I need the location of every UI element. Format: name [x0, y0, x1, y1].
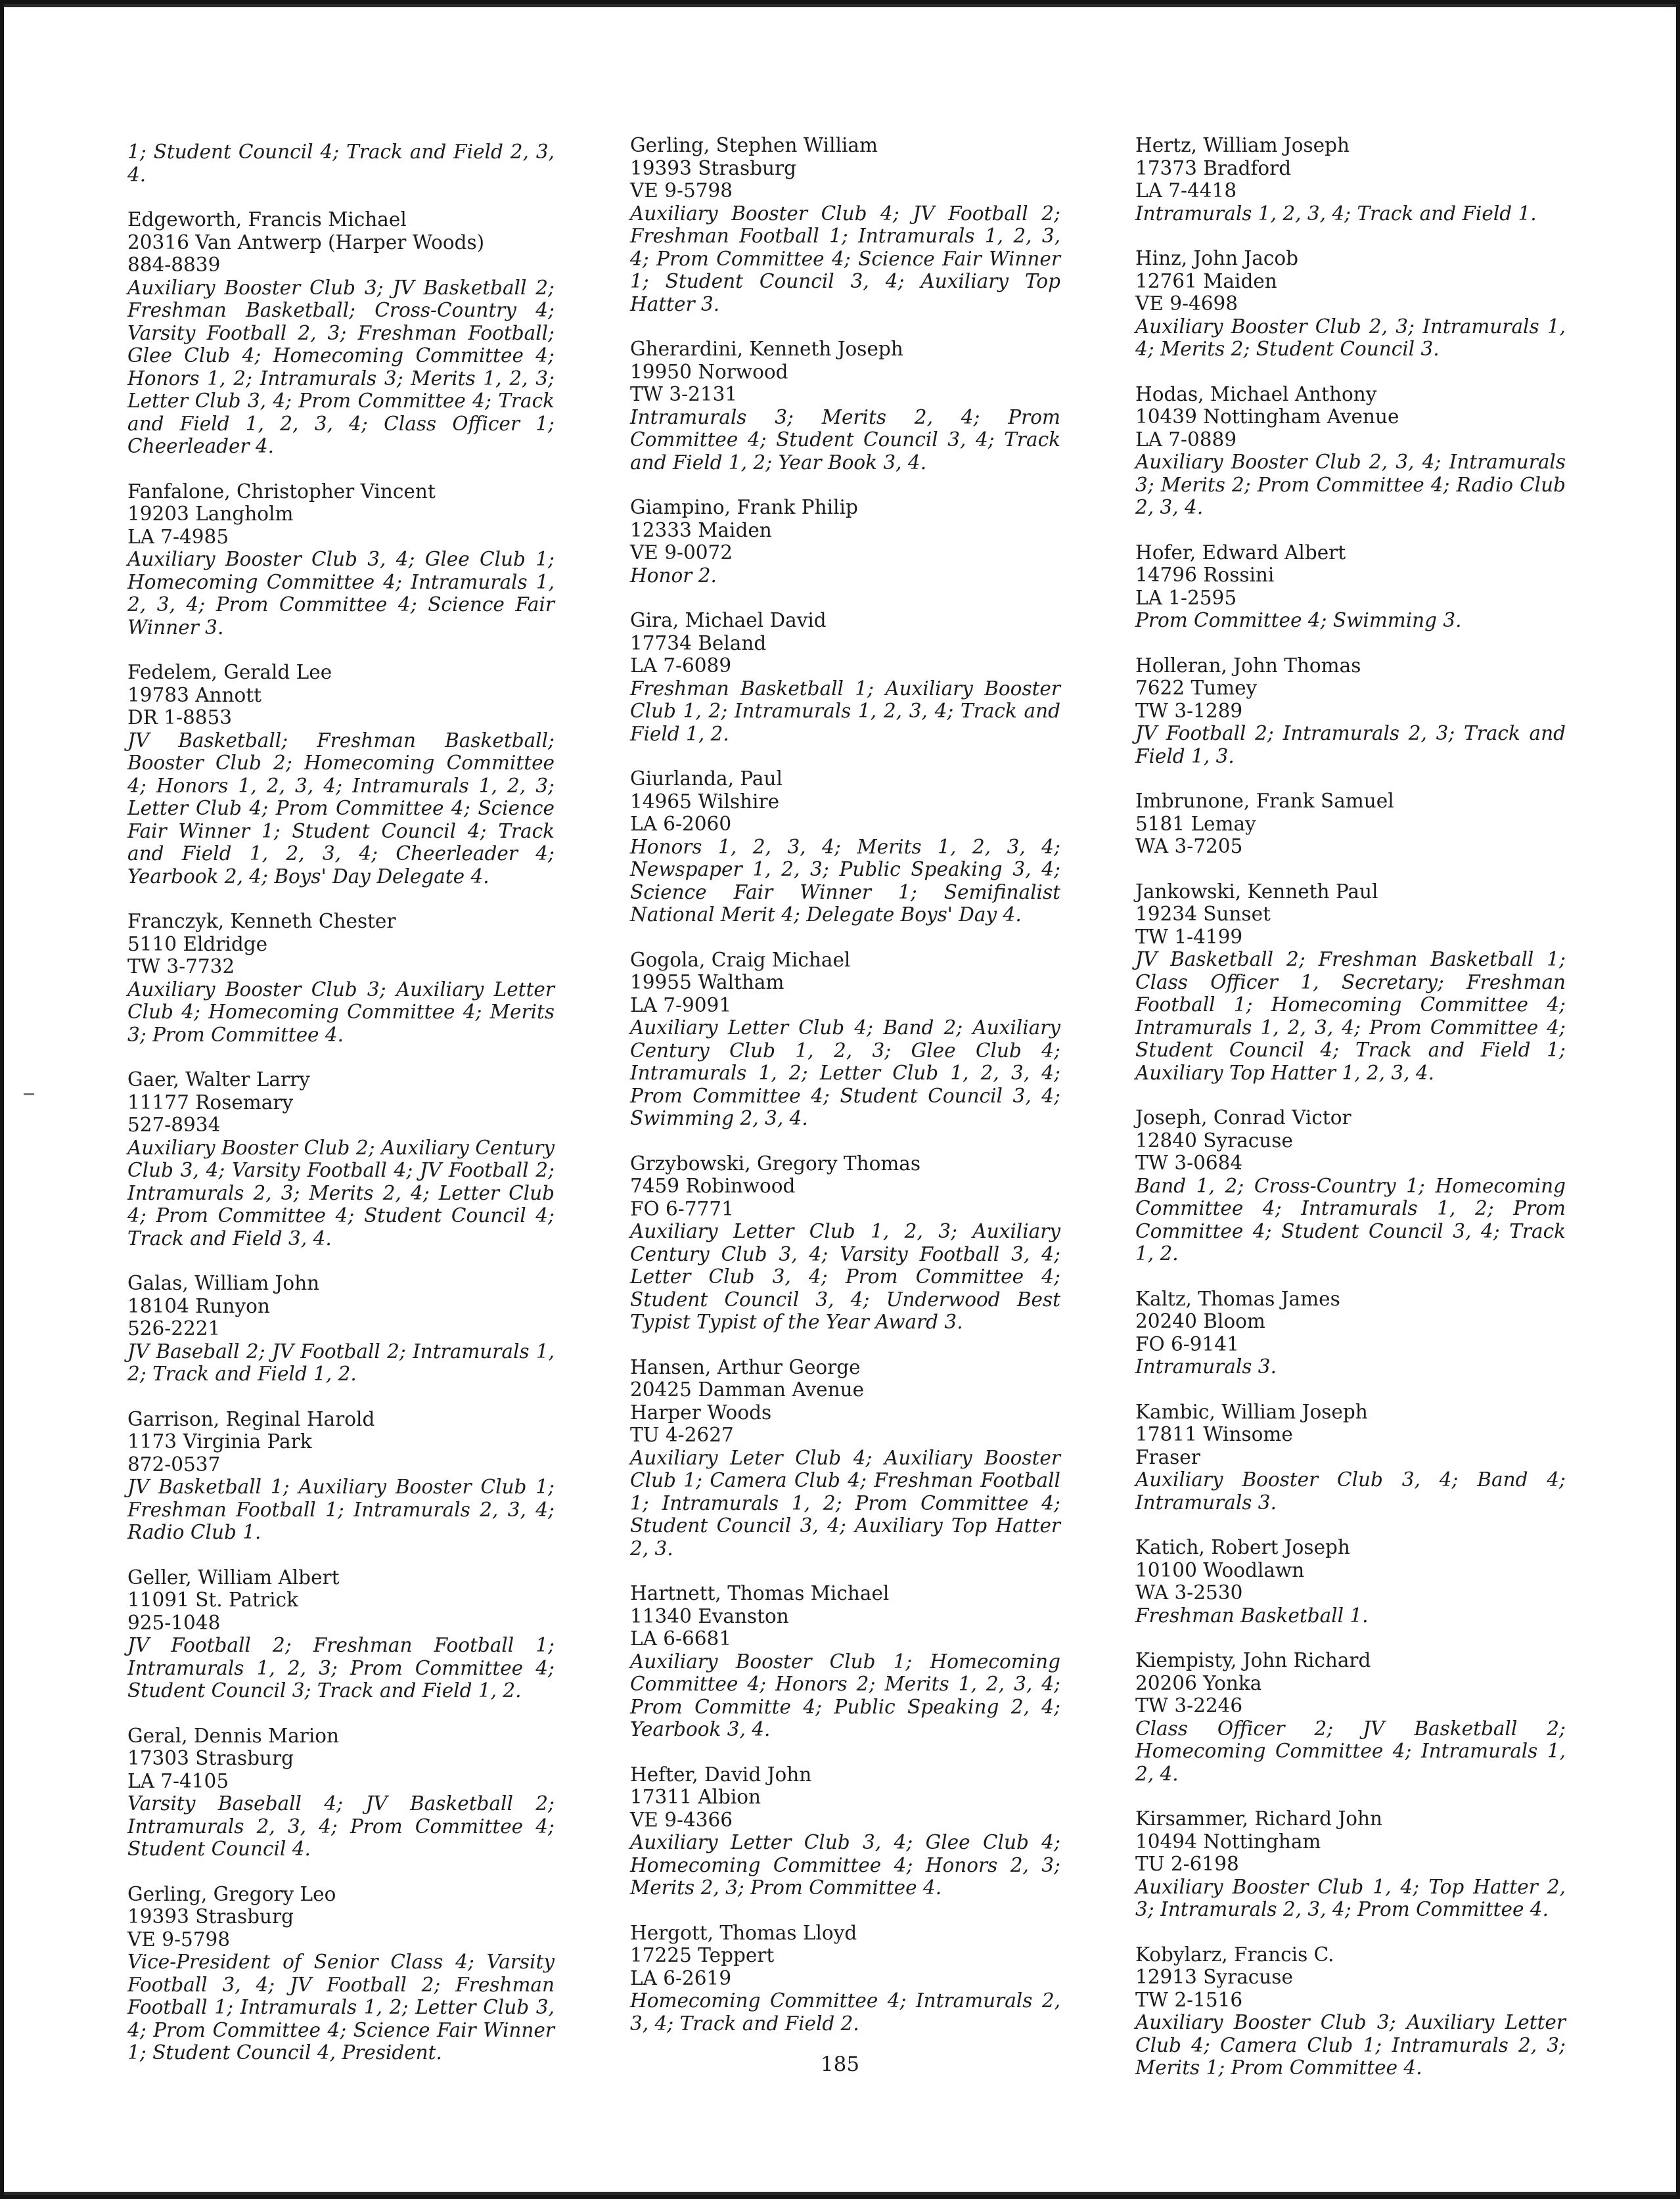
student-activities: Auxiliary Booster Club 3, 4; Band 4; Intramurals 3. [1135, 1468, 1566, 1514]
student-address: 20240 Bloom [1135, 1310, 1265, 1332]
student-entry [1135, 654, 1566, 768]
student-entry [127, 1566, 555, 1702]
student-phone: FO 6-9141 [1135, 1332, 1239, 1355]
student-name: Geral, Dennis Marion [127, 1724, 340, 1747]
student-address: 10494 Nottingham [1135, 1830, 1321, 1853]
student-entry [127, 1883, 555, 2064]
student-activities: Auxiliary Booster Club 2, 3, 4; Intramurals 3; Merits 2; Prom Committee 4; Radio Club 2, 3, 4. [1135, 451, 1566, 518]
student-name: Gerling, Stephen William [630, 134, 878, 156]
student-entry [630, 949, 1060, 1130]
student-address: 19203 Langholm [127, 503, 294, 525]
student-entry [127, 208, 555, 458]
student-name: Fedelem, Gerald Lee [127, 661, 332, 683]
student-activities: JV Basketball 1; Auxiliary Booster Club 1; Freshman Football 1; Intramurals 2, 3, 4; Radio Club 1. [127, 1476, 555, 1543]
student-name: Gogola, Craig Michael [630, 948, 851, 971]
student-activities: Auxiliary Letter Club 1, 2, 3; Auxiliary Century Club 3, 4; Varsity Football 3, 4; Letter Club 3, 4; Prom Committee 4; Student Council 3, 4; Underwood Best Typist Typist of the Year Award 3. [630, 1220, 1060, 1333]
student-entry [127, 1725, 555, 1861]
student-entry [630, 1582, 1060, 1741]
student-name: Franczyk, Kenneth Chester [127, 910, 396, 932]
student-activities: Auxiliary Leter Club 4; Auxiliary Booster Club 1; Camera Club 4; Freshman Football 1; Intramurals 1, 2; Prom Committee 4; Student Council 3, 4; Auxiliary Top Hatter 2, 3. [630, 1446, 1060, 1560]
student-activities: JV Baseball 2; JV Football 2; Intramurals 1, 2; Track and Field 1, 2. [127, 1340, 555, 1385]
student-address: 10439 Nottingham Avenue [1135, 405, 1399, 428]
student-activities: Intramurals 3; Merits 2, 4; Prom Committee 4; Student Council 3, 4; Track and Field 1, 2; Year Book 3, 4. [630, 405, 1060, 474]
student-address: 1173 Virginia Park [127, 1430, 312, 1453]
student-name: Hefter, David John [630, 1763, 812, 1786]
student-address: 10100 Woodlawn [1135, 1558, 1305, 1581]
student-activities: Intramurals 1, 2, 3, 4; Track and Field 1. [1135, 202, 1537, 225]
student-address: 18104 Runyon [127, 1294, 270, 1317]
student-phone: VE 9-5798 [127, 1928, 231, 1951]
student-phone: TW 3-1289 [1135, 699, 1243, 722]
student-activities: Honors 1, 2, 3, 4; Merits 1, 2, 3, 4; Newspaper 1, 2, 3; Public Speaking 3, 4; Science Fair Winner 1; Semifinalist National Merit 4; Delegate Boys' Day 4. [630, 835, 1060, 926]
student-address: 17373 Bradford [1135, 156, 1292, 179]
student-address: 7622 Tumey [1135, 677, 1258, 699]
column-3 [1135, 134, 1566, 2102]
student-phone: 526-2221 [127, 1317, 221, 1340]
student-activities: JV Basketball; Freshman Basketball; Booster Club 2; Homecoming Committee 4; Honors 1, 2, 3, 4; Intramurals 1, 2, 3; Letter Club 4; Prom Committee 4; Science Fair Winner 1; Student Council 4; Track and Field 1, 2, 3, 4; Cheerleader 4; Yearbook 2, 4; Boys' Day Delegate 4. [127, 729, 555, 888]
student-address: 19393 Strasburg [127, 1905, 294, 1928]
continued-entry [127, 141, 555, 186]
student-entry [1135, 1536, 1566, 1627]
student-address: 5181 Lemay [1135, 812, 1256, 835]
student-phone: DR 1-8853 [127, 706, 233, 729]
student-address: 20206 Yonka [1135, 1671, 1262, 1694]
student-entry [1135, 1106, 1566, 1265]
student-address: 17734 Beland [630, 631, 767, 654]
student-phone: 884-8839 [127, 254, 221, 276]
student-phone: LA 6-6681 [630, 1627, 732, 1650]
student-address: 17811 Winsome [1135, 1423, 1293, 1445]
student-entry [630, 767, 1060, 926]
student-activities: Vice-President of Senior Class 4; Varsity Football 3, 4; JV Football 2; Freshman Football 1; Intramurals 1, 2; Letter Club 3, 4; Prom Committee 4; Science Fair Winner 1; Student Council 4, President. [127, 1951, 555, 2064]
student-name: Hofer, Edward Albert [1135, 541, 1346, 564]
student-phone: LA 7-0889 [1135, 428, 1237, 451]
student-entry [1135, 1288, 1566, 1378]
student-address: 14965 Wilshire [630, 790, 780, 813]
student-entry [630, 1356, 1060, 1560]
student-entry [127, 1272, 555, 1386]
student-phone: TW 3-7732 [127, 955, 235, 978]
student-phone: LA 7-6089 [630, 654, 732, 677]
page-number: 185 [820, 2052, 860, 2076]
student-phone: VE 9-0072 [630, 541, 733, 564]
margin-mark [24, 1093, 34, 1095]
student-phone: LA 7-4418 [1135, 179, 1237, 202]
student-name: Hergott, Thomas Lloyd [630, 1921, 857, 1944]
student-entry [1135, 383, 1566, 519]
student-name: Imbrunone, Frank Samuel [1135, 790, 1394, 812]
student-name: Hansen, Arthur George [630, 1355, 861, 1378]
student-name: Kambic, William Joseph [1135, 1400, 1368, 1423]
student-activities: Auxiliary Letter Club 4; Band 2; Auxiliary Century Club 1, 2, 3; Glee Club 4; Intramurals 1, 2; Letter Club 1, 2, 3, 4; Prom Committee 4; Student Council 3, 4; Swimming 2, 3, 4. [630, 1016, 1060, 1129]
student-address: 19783 Annott [127, 683, 261, 706]
student-entry [630, 338, 1060, 474]
student-activities: Prom Committee 4; Swimming 3. [1135, 609, 1462, 631]
student-phone: TW 3-2131 [630, 383, 738, 405]
student-address: 17225 Teppert [630, 1944, 775, 1966]
student-activities: Auxiliary Booster Club 4; JV Football 2; Freshman Football 1; Intramurals 1, 2, 3, 4; Prom Committee 4; Science Fair Winner 1; Student Council 3, 4; Auxiliary Top Hatter 3. [630, 202, 1060, 315]
student-name: Galas, William John [127, 1272, 320, 1294]
student-name: Kirsammer, Richard John [1135, 1807, 1383, 1830]
student-phone: LA 7-9091 [630, 993, 732, 1016]
student-name: Kaltz, Thomas James [1135, 1287, 1340, 1310]
student-entry [630, 1152, 1060, 1334]
student-entry [630, 609, 1060, 745]
student-address: 5110 Eldridge [127, 932, 268, 955]
student-activities: Auxiliary Booster Club 3, 4; Glee Club 1; Homecoming Committee 4; Intramurals 1, 2, 3, 4; Prom Committee 4; Science Fair Winner 3. [127, 548, 555, 639]
student-address: 12840 Syracuse [1135, 1129, 1293, 1152]
student-address: 19955 Waltham [630, 971, 784, 993]
student-activities: JV Football 2; Intramurals 2, 3; Track and Field 1, 3. [1135, 722, 1566, 767]
student-activities: Auxiliary Booster Club 1; Homecoming Committee 4; Honors 2; Merits 1, 2, 3, 4; Prom Committe 4; Public Speaking 2, 4; Yearbook 3, 4. [630, 1650, 1060, 1740]
student-activities: Auxiliary Letter Club 3, 4; Glee Club 4; Homecoming Committee 4; Honors 2, 3; Merits 2, 3; Prom Committee 4. [630, 1831, 1060, 1899]
student-entry [127, 910, 555, 1046]
student-entry [630, 134, 1060, 315]
student-phone: VE 9-5798 [630, 179, 733, 202]
column-1 [127, 134, 555, 2087]
student-entry [127, 1068, 555, 1250]
student-address: 12333 Maiden [630, 518, 772, 541]
student-phone: 925-1048 [127, 1611, 221, 1634]
student-entry [1135, 134, 1566, 225]
student-name: Hodas, Michael Anthony [1135, 382, 1377, 405]
student-address: 20425 Damman Avenue [630, 1378, 865, 1401]
student-phone: TW 3-0684 [1135, 1152, 1243, 1174]
student-name: Giampino, Frank Philip [630, 496, 858, 518]
student-phone: WA 3-7205 [1135, 835, 1243, 857]
student-name: Edgeworth, Francis Michael [127, 208, 407, 231]
student-activities: Auxiliary Booster Club 3; Auxiliary Letter Club 4; Camera Club 1; Intramurals 2, 3; Merits 1; Prom Committee 4. [1135, 2011, 1566, 2079]
student-name: Holleran, John Thomas [1135, 654, 1361, 677]
student-phone: TU 2-6198 [1135, 1853, 1239, 1875]
student-entry [1135, 880, 1566, 1085]
student-activities: Auxiliary Booster Club 3; JV Basketball 2; Freshman Basketball; Cross-Country 4; Varsity Football 2, 3; Freshman Football; Glee Club 4; Homecoming Committee 4; Honors 1, 2; Intramurals 3; Merits 1, 2, 3; Letter Club 3, 4; Prom Committee 4; Track and Field 1, 2, 3, 4; Class Officer 1; Cheerleader 4. [127, 276, 555, 457]
student-name: Garrison, Reginal Harold [127, 1407, 375, 1430]
student-entry [127, 1408, 555, 1544]
student-address: 19950 Norwood [630, 360, 788, 383]
student-entry [630, 1763, 1060, 1899]
student-activities: 1; Student Council 4; Track and Field 2, 3, 4. [127, 141, 555, 186]
student-name: Hinz, John Jacob [1135, 247, 1298, 269]
student-entry [127, 480, 555, 639]
student-city: Harper Woods [630, 1401, 772, 1424]
student-address: 11340 Evanston [630, 1604, 789, 1627]
student-name: Hartnett, Thomas Michael [630, 1582, 890, 1604]
student-phone: FO 6-7771 [630, 1197, 734, 1220]
student-activities: Varsity Baseball 4; JV Basketball 2; Intramurals 2, 3, 4; Prom Committee 4; Student Council 4. [127, 1792, 555, 1860]
student-entry [630, 496, 1060, 587]
student-activities: JV Basketball 2; Freshman Basketball 1; Class Officer 1, Secretary; Freshman Football 1; Homecoming Committee 4; Intramurals 1, 2, 3, 4; Prom Committee 4; Student Council 4; Track and Field 1; Auxiliary Top Hatter 1, 2, 3, 4. [1135, 948, 1566, 1084]
student-address: 19234 Sunset [1135, 903, 1271, 925]
student-name: Grzybowski, Gregory Thomas [630, 1152, 921, 1175]
student-phone: LA 6-2060 [630, 813, 732, 835]
student-phone: 527-8934 [127, 1114, 221, 1136]
student-phone: Fraser [1135, 1445, 1200, 1468]
student-phone: LA 7-4985 [127, 525, 229, 548]
student-phone: LA 6-2619 [630, 1966, 732, 1989]
student-entry [1135, 541, 1566, 632]
student-phone: TU 4-2627 [630, 1424, 734, 1446]
student-entry [630, 1922, 1060, 2035]
student-name: Joseph, Conrad Victor [1135, 1106, 1351, 1129]
student-activities: Band 1, 2; Cross-Country 1; Homecoming Committee 4; Intramurals 1, 2; Prom Committee 4; Student Council 3, 4; Track 1, 2. [1135, 1174, 1566, 1265]
student-entry [1135, 1807, 1566, 1921]
student-activities: Intramurals 3. [1135, 1355, 1277, 1378]
student-name: Geller, William Albert [127, 1566, 340, 1589]
student-name: Fanfalone, Christopher Vincent [127, 480, 436, 503]
student-phone: LA 7-4105 [127, 1769, 229, 1792]
student-activities: Auxiliary Booster Club 3; Auxiliary Letter Club 4; Homecoming Committee 4; Merits 3; Prom Committee 4. [127, 978, 555, 1046]
student-name: Gerling, Gregory Leo [127, 1882, 336, 1905]
student-phone: TW 1-4199 [1135, 925, 1243, 948]
student-name: Gira, Michael David [630, 609, 827, 631]
student-phone: TW 2-1516 [1135, 1988, 1243, 2011]
student-name: Hertz, William Joseph [1135, 134, 1350, 156]
student-name: Gaer, Walter Larry [127, 1068, 310, 1091]
student-address: 7459 Robinwood [630, 1175, 796, 1197]
student-entry [127, 661, 555, 888]
student-address: 14796 Rossini [1135, 564, 1275, 586]
student-phone: WA 3-2530 [1135, 1581, 1243, 1604]
student-activities: JV Football 2; Freshman Football 1; Intramurals 1, 2, 3; Prom Committee 4; Student Council 3; Track and Field 1, 2. [127, 1634, 555, 1702]
student-address: 17303 Strasburg [127, 1747, 294, 1769]
student-address: 11091 St. Patrick [127, 1589, 298, 1611]
column-2 [630, 134, 1060, 2057]
student-activities: Homecoming Committee 4; Intramurals 2, 3, 4; Track and Field 2. [630, 1989, 1060, 2035]
student-activities: Honor 2. [630, 564, 717, 587]
student-entry [1135, 1401, 1566, 1514]
student-name: Katich, Robert Joseph [1135, 1536, 1350, 1558]
student-phone: VE 9-4698 [1135, 292, 1238, 315]
student-address: 20316 Van Antwerp (Harper Woods) [127, 231, 485, 254]
student-activities: Class Officer 2; JV Basketball 2; Homecoming Committee 4; Intramurals 1, 2, 4. [1135, 1717, 1566, 1785]
student-activities: Freshman Basketball 1; Auxiliary Booster Club 1, 2; Intramurals 1, 2, 3, 4; Track and Field 1, 2. [630, 677, 1060, 745]
student-activities: Auxiliary Booster Club 2, 3; Intramurals 1, 4; Merits 2; Student Council 3. [1135, 315, 1566, 360]
student-name: Kiempisty, John Richard [1135, 1649, 1371, 1671]
student-name: Gherardini, Kenneth Joseph [630, 338, 903, 360]
student-name: Jankowski, Kenneth Paul [1135, 880, 1378, 903]
student-address: 17311 Albion [630, 1786, 761, 1808]
student-activities: Freshman Basketball 1. [1135, 1604, 1369, 1627]
student-name: Giurlanda, Paul [630, 767, 783, 790]
student-phone: LA 1-2595 [1135, 586, 1237, 609]
student-entry [1135, 790, 1566, 858]
student-address: 19393 Strasburg [630, 156, 796, 179]
student-name: Kobylarz, Francis C. [1135, 1943, 1334, 1966]
student-entry [1135, 247, 1566, 361]
student-entry [1135, 1649, 1566, 1785]
student-address: 12913 Syracuse [1135, 1966, 1293, 1988]
student-activities: Auxiliary Booster Club 1, 4; Top Hatter 2, 3; Intramurals 2, 3, 4; Prom Committee 4. [1135, 1875, 1566, 1920]
student-phone: TW 3-2246 [1135, 1694, 1243, 1717]
student-activities: Auxiliary Booster Club 2; Auxiliary Century Club 3, 4; Varsity Football 4; JV Football 2; Intramurals 2, 3; Merits 2, 4; Letter Club 4; Prom Committee 4; Student Council 4; Track and Field 3, 4. [127, 1136, 555, 1250]
student-address: 12761 Maiden [1135, 269, 1277, 292]
student-phone: 872-0537 [127, 1453, 221, 1476]
student-address: 11177 Rosemary [127, 1091, 294, 1114]
student-phone: VE 9-4366 [630, 1808, 733, 1831]
